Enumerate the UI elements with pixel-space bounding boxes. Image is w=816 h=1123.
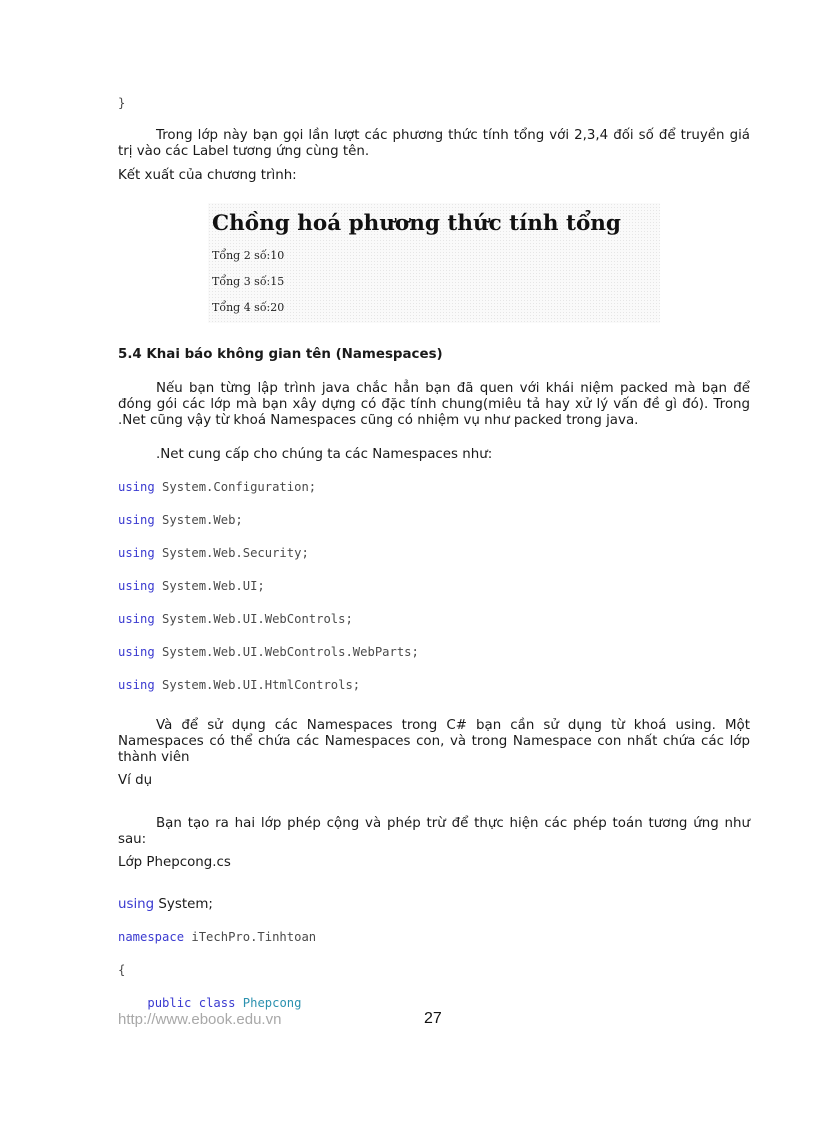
public-keyword: public xyxy=(147,996,192,1010)
using-keyword: using xyxy=(118,645,155,659)
output-title: Chồng hoá phương thức tính tổng xyxy=(212,211,621,236)
output-line-sum2: Tổng 2 số:10 xyxy=(212,249,285,262)
paragraph-namespaces-intro: Nếu bạn từng lập trình java chắc hẳn bạn đã quen với khái niệm packed mà bạn để đóng gói các lớp mà bạn xây dựng có đặc tính chung(miêu tả hay xử lý vấn đề gì đó). Trong .Net cũng vậy từ khoá Namespaces cũng có nhiệm vụ như packed trong java. xyxy=(118,381,750,428)
namespace-name: System.Web.UI.HtmlControls; xyxy=(162,678,361,692)
using-line xyxy=(118,579,265,593)
class-name: Phepcong xyxy=(242,996,302,1010)
using-keyword: using xyxy=(118,513,155,527)
class-declaration xyxy=(118,996,301,1010)
using-keyword: using xyxy=(118,546,155,560)
class-file-label: Lớp Phepcong.cs xyxy=(118,855,231,870)
footer-url: http://www.ebook.edu.vn xyxy=(118,1011,282,1028)
class-keyword: class xyxy=(198,996,236,1010)
output-line-sum4: Tổng 4 số:20 xyxy=(212,301,285,314)
page-number: 27 xyxy=(424,1010,442,1027)
using-line xyxy=(118,678,360,692)
namespace-name: System.Web.UI; xyxy=(162,579,265,593)
using-keyword: using xyxy=(118,579,155,593)
using-target: System; xyxy=(154,897,213,912)
section-heading: 5.4 Khai báo không gian tên (Namespaces) xyxy=(118,347,443,362)
closing-brace: } xyxy=(118,96,126,110)
paragraph-label-intro: Trong lớp này bạn gọi lần lượt các phương thức tính tổng với 2,3,4 đối số để truyền giá trị vào các Label tương ứng cùng tên. xyxy=(118,128,750,159)
using-line xyxy=(118,612,353,626)
using-keyword: using xyxy=(118,612,155,626)
using-keyword: using xyxy=(118,480,155,494)
paragraph-net-namespaces: .Net cung cấp cho chúng ta các Namespaces như: xyxy=(156,447,493,462)
namespace-identifier: iTechPro.Tinhtoan xyxy=(184,930,317,944)
open-brace: { xyxy=(118,963,126,977)
using-line xyxy=(118,513,243,527)
program-output-screenshot xyxy=(208,203,660,323)
using-system-line xyxy=(118,897,213,912)
namespace-name: System.Web.Security; xyxy=(162,546,309,560)
namespace-keyword: namespace xyxy=(118,930,185,944)
namespace-name: System.Configuration; xyxy=(162,480,317,494)
namespace-name: System.Web.UI.WebControls.WebParts; xyxy=(162,645,419,659)
using-line xyxy=(118,480,316,494)
using-keyword: using xyxy=(118,897,155,912)
namespace-name: System.Web; xyxy=(162,513,243,527)
output-label: Kết xuất của chương trình: xyxy=(118,168,297,183)
paragraph-example-classes: Bạn tạo ra hai lớp phép cộng và phép trừ để thực hiện các phép toán tương ứng như sau: xyxy=(118,816,750,847)
namespace-declaration xyxy=(118,930,316,944)
using-line xyxy=(118,645,419,659)
example-label: Ví dụ xyxy=(118,773,153,788)
namespace-name: System.Web.UI.WebControls; xyxy=(162,612,353,626)
using-line xyxy=(118,546,309,560)
paragraph-using-keyword: Và để sử dụng các Namespaces trong C# bạn cần sử dụng từ khoá using. Một Namespaces có thể chứa các Namespaces con, và trong Namespace con nhất chứa các lớp thành viên xyxy=(118,718,750,765)
output-line-sum3: Tổng 3 số:15 xyxy=(212,275,285,288)
using-keyword: using xyxy=(118,678,155,692)
